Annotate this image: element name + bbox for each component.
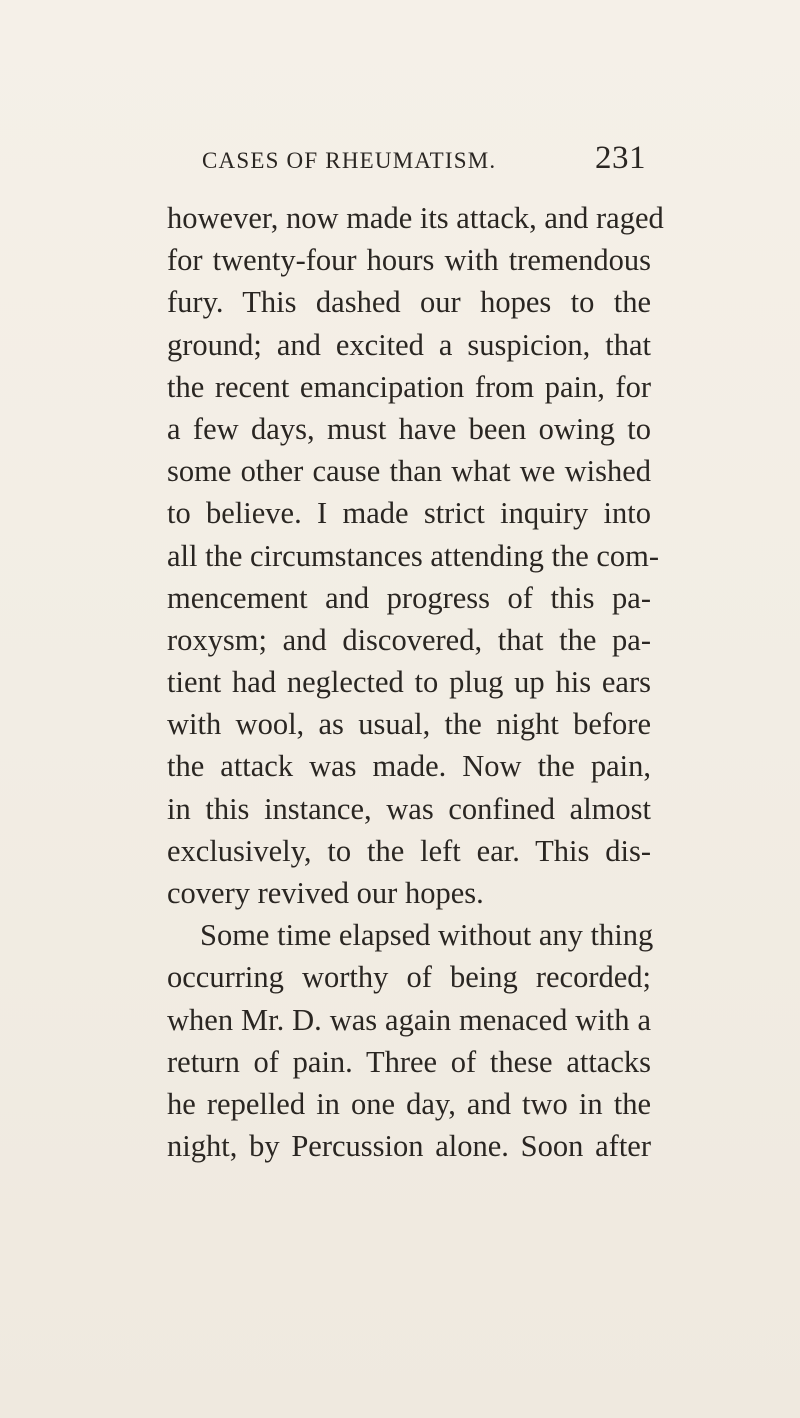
text-line: fury. This dashed our hopes to the <box>167 285 651 320</box>
running-title: CASES OF RHEUMATISM. <box>202 148 497 173</box>
text-line: to believe. I made strict inquiry into <box>167 496 651 531</box>
text-line: mencement and progress of this pa- <box>167 580 651 615</box>
text-line: return of pain. Three of these attacks <box>167 1044 651 1079</box>
text-line: roxysm; and discovered, that the pa- <box>167 622 651 657</box>
text-line: for twenty-four hours with tremendous <box>167 243 651 278</box>
text-line: with wool, as usual, the night before <box>167 707 651 742</box>
text-line: tient had neglected to plug up his ears <box>167 665 651 700</box>
text-line: some other cause than what we wished <box>167 454 651 489</box>
text-line: a few days, must have been owing to <box>167 411 651 446</box>
text-line: in this instance, was confined almost <box>167 791 651 826</box>
text-line: the recent emancipation from pain, for <box>167 369 651 404</box>
text-line: however, now made its attack, and raged <box>167 201 664 235</box>
paragraph-end-line: covery revived our hopes. <box>167 876 484 910</box>
text-line: ground; and excited a suspicion, that <box>167 327 651 362</box>
text-line: when Mr. D. was again menaced with a <box>167 1002 651 1037</box>
page-number: 231 <box>595 140 646 176</box>
running-head <box>202 140 646 186</box>
body-text <box>167 197 664 1167</box>
paragraph-start-line: Some time elapsed without any thing <box>200 918 654 953</box>
text-line: the attack was made. Now the pain, <box>167 749 651 784</box>
text-line: he repelled in one day, and two in the <box>167 1086 651 1121</box>
text-line: night, by Percussion alone. Soon after <box>167 1129 651 1164</box>
text-line: occurring worthy of being recorded; <box>167 960 651 995</box>
text-line: all the circumstances attending the com- <box>167 538 660 573</box>
text-line: exclusively, to the left ear. This dis- <box>167 833 651 868</box>
